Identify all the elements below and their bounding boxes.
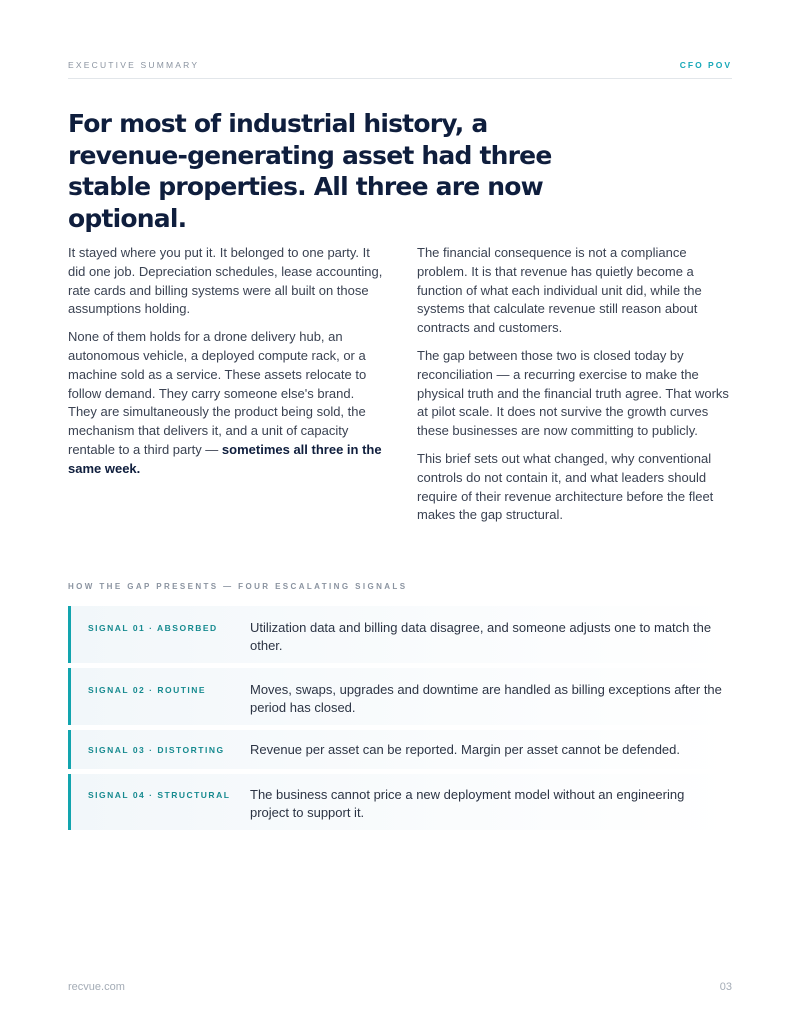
signal-tag: SIGNAL 03 · DISTORTING bbox=[88, 745, 225, 755]
signal-tag: SIGNAL 02 · ROUTINE bbox=[88, 685, 207, 695]
signals-list bbox=[68, 606, 732, 835]
signal-text: Revenue per asset can be reported. Margin per asset cannot be defended. bbox=[250, 742, 681, 757]
signal-tag: SIGNAL 04 · STRUCTURAL bbox=[88, 790, 231, 800]
signals-section-label: HOW THE GAP PRESENTS — FOUR ESCALATING SIGNALS bbox=[68, 582, 408, 591]
left-column bbox=[68, 244, 386, 488]
signal-text: Utilization data and billing data disagree, and someone adjusts one to match the other. bbox=[250, 620, 712, 653]
signal-tag: SIGNAL 01 · ABSORBED bbox=[88, 623, 218, 633]
page-header bbox=[68, 60, 732, 79]
right-paragraph-2: The gap between those two is closed today by reconciliation — a recurring exercise to make the physical truth and the financial truth agree. That works at pilot scale. It does not survive the growth curves these businesses are now committing to publicly. bbox=[417, 347, 729, 439]
left-paragraph-2-text: None of them holds for a drone delivery hub, an autonomous vehicle, a deployed compute rack, or a machine sold as a service. These assets relocate to follow demand. They carry someone else's brand. They are simultaneously the product being sold, the mechanism that delivers it, and a unit of capacity rentable to a third party — bbox=[68, 329, 367, 457]
signal-row-4 bbox=[68, 774, 732, 830]
right-paragraph-3: This brief sets out what changed, why conventional controls do not contain it, and what leaders should require of their revenue architecture before the fleet makes the gap structural. bbox=[417, 450, 714, 523]
page-headline: For most of industrial history, a revenue-generating asset had three stable properties. All three are now optional. bbox=[68, 109, 552, 233]
signal-text: Moves, swaps, upgrades and downtime are handled as billing exceptions after the period has closed. bbox=[250, 682, 722, 715]
right-paragraph-1: The financial consequence is not a compliance problem. It is that revenue has quietly become a function of what each individual unit did, while the systems that calculate revenue still reason about contracts and customers. bbox=[417, 245, 702, 336]
signal-row-3 bbox=[68, 730, 732, 769]
page-number: 03 bbox=[719, 981, 732, 993]
left-paragraph-2 bbox=[68, 328, 386, 478]
signal-text: The business cannot price a new deployment model without an engineering project to support it. bbox=[250, 787, 685, 820]
left-paragraph-2-emphasis: sometimes all three in the same week. bbox=[68, 441, 382, 476]
section-title: EXECUTIVE SUMMARY bbox=[68, 60, 200, 70]
signal-row-1 bbox=[68, 606, 732, 663]
left-paragraph-1: It stayed where you put it. It belonged to one party. It did one job. Depreciation schedules, lease accounting, rate cards and billing systems were all built on those assumptions holding. bbox=[68, 245, 383, 317]
signal-row-2 bbox=[68, 668, 732, 725]
audience-label: CFO POV bbox=[679, 60, 732, 70]
right-column bbox=[417, 244, 735, 534]
footer-site: recvue.com bbox=[68, 981, 125, 993]
